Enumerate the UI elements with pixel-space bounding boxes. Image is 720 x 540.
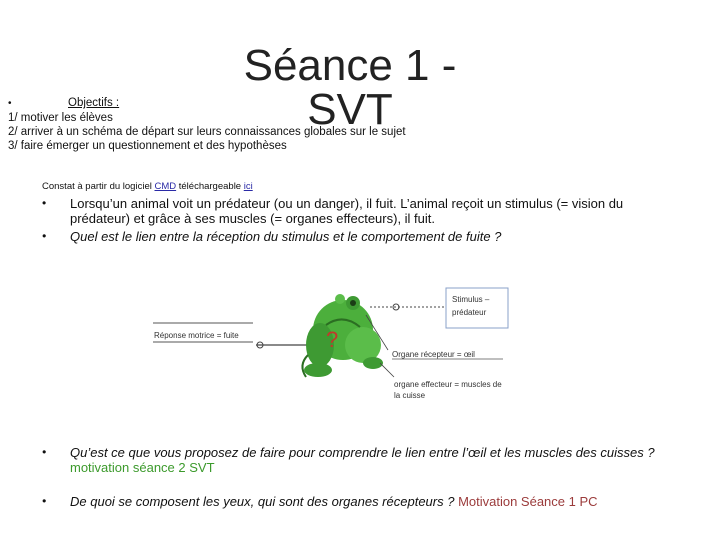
objectives-heading: Objectifs : (68, 97, 120, 109)
frog-icon (302, 294, 383, 377)
effector-label-line-2: la cuisse (394, 391, 426, 400)
frog-diagram-svg (148, 285, 528, 405)
effector-pointer (380, 363, 394, 377)
question-mark: ? (326, 327, 339, 352)
list-item (42, 229, 672, 244)
objective-line-2: 2/ arriver à un schéma de départ sur leurs connaissances globales sur le sujet (8, 126, 406, 138)
stimulus-label-line-2: prédateur (452, 308, 487, 317)
bullet-icon: • (42, 445, 47, 459)
objectives-block (8, 96, 406, 153)
page-title: Séance 1 - SVT (243, 41, 457, 134)
constat-prefix: Constat à partir du logiciel (42, 181, 155, 192)
bullet-text: Quel est le lien entre la réception du stimulus et le comportement de fuite ? (70, 229, 502, 244)
objective-line-3: 3/ faire émerger un questionnement et des hypothèses (8, 140, 287, 152)
bullet-icon: • (8, 98, 12, 109)
objectives-heading-row (8, 96, 406, 111)
motivation-note: Motivation Séance 1 PC (458, 494, 598, 509)
bottom-bullet-1 (42, 445, 672, 478)
bullet-text: Lorsqu’un animal voit un prédateur (ou un danger), il fuit. L’animal reçoit un stimulus (= vision du prédateur) et grâce à ses muscles (= organes effecteurs), il fuit. (70, 196, 624, 226)
response-label: Réponse motrice = fuite (154, 331, 239, 340)
top-bullet-list (42, 196, 672, 247)
bullet-icon: • (42, 494, 47, 508)
constat-line (42, 181, 253, 192)
bullet-text: De quoi se composent les yeux, qui sont des organes récepteurs ? (70, 494, 459, 509)
motivation-note: motivation séance 2 SVT (70, 460, 215, 475)
stimulus-label-line-1: Stimulus – (452, 295, 490, 304)
bullet-icon: • (42, 196, 47, 210)
download-link[interactable]: ici (243, 181, 253, 192)
effector-label-line-1: organe effecteur = muscles de (394, 380, 502, 389)
cmd-link[interactable]: CMD (154, 181, 177, 192)
objective-line-1: 1/ motiver les élèves (8, 112, 113, 124)
list-item (42, 196, 672, 226)
list-item (42, 494, 672, 509)
constat-middle: téléchargeable (176, 181, 244, 192)
list-item (42, 445, 672, 475)
bottom-bullet-2 (42, 494, 672, 512)
frog-diagram (148, 285, 528, 405)
bullet-text: Qu’est ce que vous proposez de faire pour comprendre le lien entre l’œil et les muscles des cuisses ? (70, 445, 655, 460)
receptor-label: Organe récepteur = œil (392, 350, 475, 359)
bullet-icon: • (42, 229, 47, 243)
